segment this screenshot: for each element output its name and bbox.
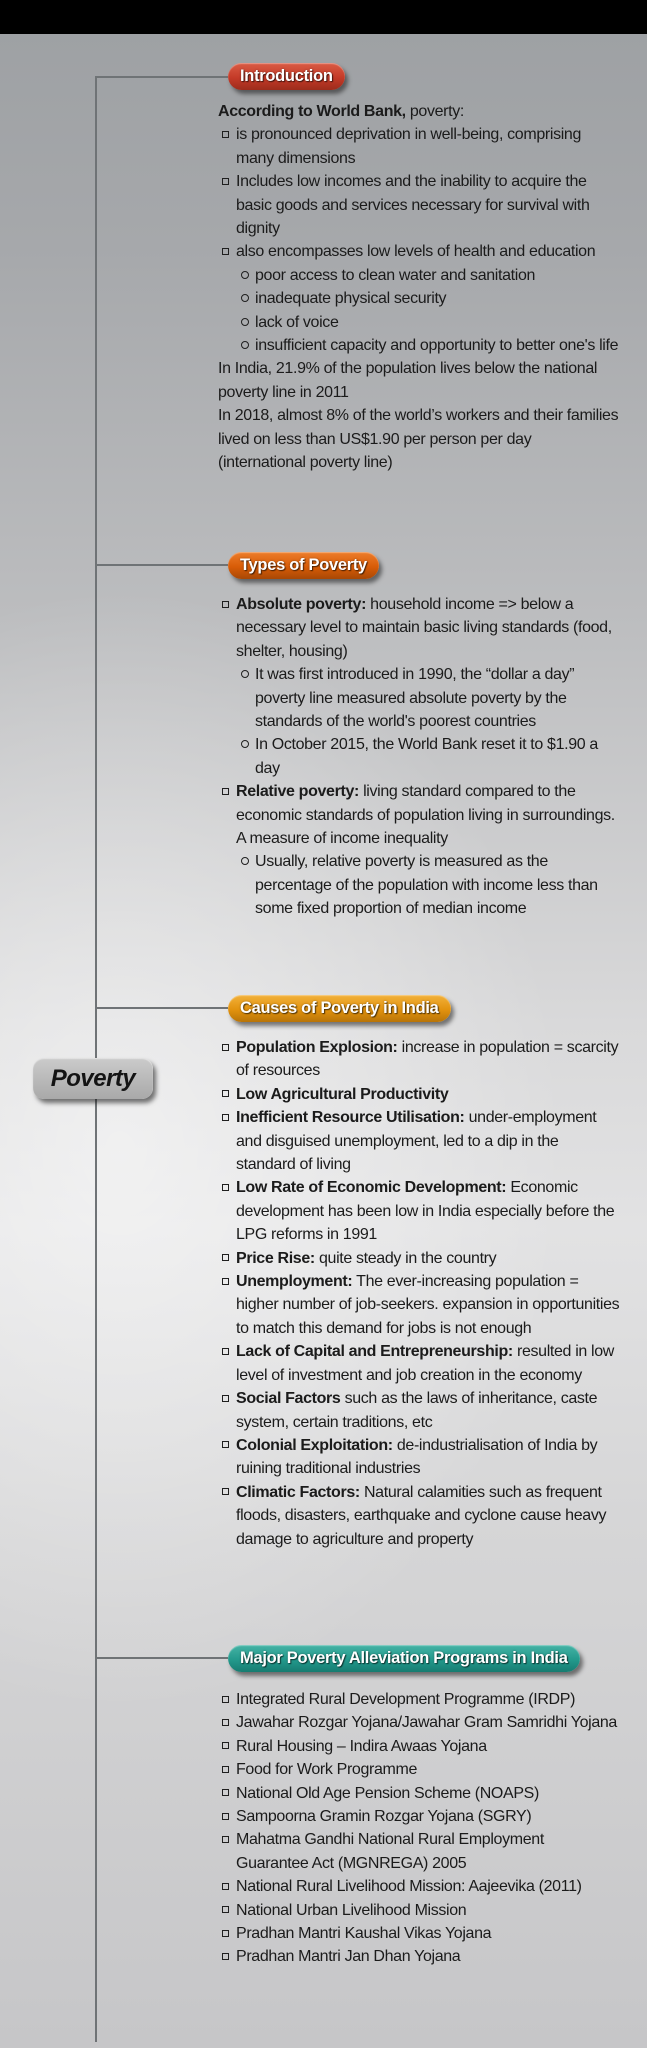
connector-line-causes bbox=[96, 1007, 228, 1009]
bullet-item bbox=[218, 1945, 620, 1968]
item-text: National Old Age Pension Scheme (NOAPS) bbox=[236, 1784, 539, 1802]
square-bullet-icon bbox=[222, 1836, 229, 1843]
bullet-item bbox=[218, 1828, 620, 1875]
square-bullet-icon bbox=[222, 1742, 229, 1749]
square-bullet-icon bbox=[222, 1719, 229, 1726]
connector-line-types bbox=[96, 564, 228, 566]
item-text: Jawahar Rozgar Yojana/Jawahar Gram Samridhi Yojana bbox=[236, 1714, 617, 1732]
section-alleviation-programs bbox=[218, 1645, 620, 1969]
square-bullet-icon bbox=[222, 1789, 229, 1796]
item-text: Rural Housing – Indira Awaas Yojana bbox=[236, 1737, 487, 1755]
item-text: Unemployment: The ever-increasing population = higher number of job-seekers. expansion in opportunities to match this demand for jobs is not enough bbox=[236, 1273, 620, 1337]
item-text: lack of voice bbox=[255, 313, 339, 331]
bullet-item bbox=[218, 1805, 620, 1828]
square-bullet-icon bbox=[222, 1114, 229, 1121]
item-text: Pradhan Mantri Jan Dhan Yojana bbox=[236, 1948, 461, 1966]
item-text: Absolute poverty: household income => below a necessary level to maintain basic living standards (food, shelter, housing) bbox=[236, 596, 612, 660]
bullet-item bbox=[218, 1481, 620, 1551]
item-text: poor access to clean water and sanitation bbox=[255, 266, 536, 284]
bullet-item bbox=[218, 1036, 620, 1083]
item-text: also encompasses low levels of health and education bbox=[236, 243, 596, 261]
square-bullet-icon bbox=[222, 248, 229, 255]
bullet-item bbox=[218, 733, 620, 780]
circle-bullet-icon bbox=[241, 740, 249, 748]
bullet-item bbox=[218, 1875, 620, 1898]
bullet-item bbox=[218, 334, 620, 357]
root-node-label: Poverty bbox=[50, 1064, 136, 1092]
paragraph-item bbox=[218, 404, 620, 474]
item-text: Food for Work Programme bbox=[236, 1761, 418, 1779]
item-text: Sampoorna Gramin Rozgar Yojana (SGRY) bbox=[236, 1808, 532, 1826]
bullet-item bbox=[218, 1247, 620, 1270]
item-text: Climatic Factors: Natural calamities such as frequent floods, disasters, earthquake and cyclone cause heavy damage to agriculture and property bbox=[236, 1483, 607, 1548]
square-bullet-icon bbox=[222, 1348, 229, 1355]
bullet-item bbox=[218, 1083, 620, 1106]
square-bullet-icon bbox=[222, 1696, 229, 1703]
square-bullet-icon bbox=[222, 1883, 229, 1890]
section-badge-causes-of-poverty bbox=[228, 995, 451, 1022]
item-text: Includes low incomes and the inability to acquire the basic goods and services necessary for survival with dignity bbox=[236, 173, 590, 238]
item-text: Low Rate of Economic Development: Economic development has been low in India especially before the LPG reforms in 1991 bbox=[236, 1179, 615, 1244]
bullet-item bbox=[218, 287, 620, 310]
item-text: Lack of Capital and Entrepreneurship: resulted in low level of investment and job creation in the economy bbox=[236, 1343, 615, 1384]
square-bullet-icon bbox=[222, 1906, 229, 1913]
item-text: insufficient capacity and opportunity to better one's life bbox=[255, 337, 619, 355]
paragraph-item bbox=[218, 357, 620, 404]
section-title: Introduction bbox=[240, 67, 333, 85]
circle-bullet-icon bbox=[241, 341, 249, 349]
bullet-item bbox=[218, 123, 620, 170]
section-types-of-poverty bbox=[218, 552, 620, 921]
square-bullet-icon bbox=[222, 1278, 229, 1285]
item-text: Social Factors such as the laws of inheritance, caste system, certain traditions, etc bbox=[236, 1390, 598, 1431]
bullet-item bbox=[218, 311, 620, 334]
item-text: In India, 21.9% of the population lives below the national poverty line in 2011 bbox=[218, 360, 598, 401]
paragraph-item bbox=[218, 100, 620, 123]
root-node-poverty bbox=[33, 1058, 153, 1099]
bullet-item bbox=[218, 1340, 620, 1387]
item-text: Integrated Rural Development Programme (IRDP) bbox=[236, 1691, 576, 1708]
square-bullet-icon bbox=[222, 1930, 229, 1937]
section-title: Major Poverty Alleviation Programs in India bbox=[240, 1649, 568, 1667]
item-text: In 2018, almost 8% of the world’s workers and their families lived on less than US$1.90 per person per day (international poverty line) bbox=[218, 407, 619, 472]
square-bullet-icon bbox=[222, 1488, 229, 1495]
square-bullet-icon bbox=[222, 1184, 229, 1191]
bullet-item bbox=[218, 663, 620, 733]
square-bullet-icon bbox=[222, 1441, 229, 1448]
section-items bbox=[218, 1688, 620, 1969]
bullet-item bbox=[218, 264, 620, 287]
item-text: Relative poverty: living standard compared to the economic standards of population living in surroundings. A measure of income inequality bbox=[236, 783, 615, 848]
bullet-item bbox=[218, 780, 620, 850]
bullet-item bbox=[218, 1711, 620, 1734]
section-title: Causes of Poverty in India bbox=[240, 999, 439, 1017]
square-bullet-icon bbox=[222, 1044, 229, 1051]
circle-bullet-icon bbox=[241, 857, 249, 865]
item-text: Price Rise: quite steady in the country bbox=[236, 1249, 497, 1267]
item-text: Mahatma Gandhi National Rural Employment Guarantee Act (MGNREGA) 2005 bbox=[236, 1831, 544, 1872]
square-bullet-icon bbox=[222, 1254, 229, 1261]
item-text: National Rural Livelihood Mission: Aajeevika (2011) bbox=[236, 1878, 582, 1896]
item-text: Usually, relative poverty is measured as the percentage of the population with income less than some fixed proportion of median income bbox=[255, 853, 598, 918]
bullet-item bbox=[218, 1106, 620, 1176]
connector-line-introduction bbox=[96, 76, 228, 78]
bullet-item bbox=[218, 1270, 620, 1340]
bullet-item bbox=[218, 593, 620, 663]
circle-bullet-icon bbox=[241, 670, 249, 678]
item-text: inadequate physical security bbox=[255, 290, 447, 308]
circle-bullet-icon bbox=[241, 318, 249, 326]
item-text: Population Explosion: increase in population = scarcity of resources bbox=[236, 1039, 619, 1080]
section-introduction bbox=[218, 63, 620, 475]
item-text: Colonial Exploitation: de-industrialisation of India by ruining traditional industries bbox=[236, 1436, 598, 1478]
section-badge-alleviation-programs bbox=[228, 1645, 580, 1672]
square-bullet-icon bbox=[222, 1813, 229, 1820]
item-text: National Urban Livelihood Mission bbox=[236, 1901, 467, 1919]
bullet-item bbox=[218, 1899, 620, 1922]
square-bullet-icon bbox=[222, 178, 229, 185]
item-text: is pronounced deprivation in well-being, comprising many dimensions bbox=[236, 126, 582, 167]
square-bullet-icon bbox=[222, 601, 229, 608]
circle-bullet-icon bbox=[241, 271, 249, 279]
section-badge-introduction bbox=[228, 63, 345, 90]
item-text: Low Agricultural Productivity bbox=[236, 1085, 449, 1103]
square-bullet-icon bbox=[222, 1395, 229, 1402]
circle-bullet-icon bbox=[241, 294, 249, 302]
bullet-item bbox=[218, 1782, 620, 1805]
item-text: Pradhan Mantri Kaushal Vikas Yojana bbox=[236, 1925, 492, 1943]
square-bullet-icon bbox=[222, 1953, 229, 1960]
square-bullet-icon bbox=[222, 131, 229, 138]
item-text: It was first introduced in 1990, the “dollar a day” poverty line measured absolute poverty by the standards of the world's poorest countries bbox=[255, 666, 575, 731]
square-bullet-icon bbox=[222, 1766, 229, 1773]
bullet-item bbox=[218, 1735, 620, 1758]
bullet-item bbox=[218, 170, 620, 240]
item-text: In October 2015, the World Bank reset it to $1.90 a day bbox=[255, 736, 598, 777]
item-text: Inefficient Resource Utilisation: under-employment and disguised unemployment, led to a dip in the standard of living bbox=[236, 1109, 597, 1174]
top-black-bar bbox=[0, 0, 647, 34]
square-bullet-icon bbox=[222, 788, 229, 795]
bullet-item bbox=[218, 1434, 620, 1481]
bullet-item bbox=[218, 1758, 620, 1781]
section-title: Types of Poverty bbox=[240, 556, 367, 574]
bullet-item bbox=[218, 1387, 620, 1434]
section-items bbox=[218, 1036, 620, 1551]
section-causes-of-poverty bbox=[218, 995, 620, 1551]
bullet-item bbox=[218, 240, 620, 263]
bullet-item bbox=[218, 1922, 620, 1945]
connector-line-programs bbox=[96, 1657, 228, 1659]
section-badge-types-of-poverty bbox=[228, 552, 379, 579]
bullet-item bbox=[218, 850, 620, 920]
section-items bbox=[218, 593, 620, 921]
bullet-item bbox=[218, 1176, 620, 1246]
bullet-item bbox=[218, 1688, 620, 1711]
square-bullet-icon bbox=[222, 1090, 229, 1097]
item-text: According to World Bank, poverty: bbox=[218, 103, 464, 120]
section-items bbox=[218, 100, 620, 475]
